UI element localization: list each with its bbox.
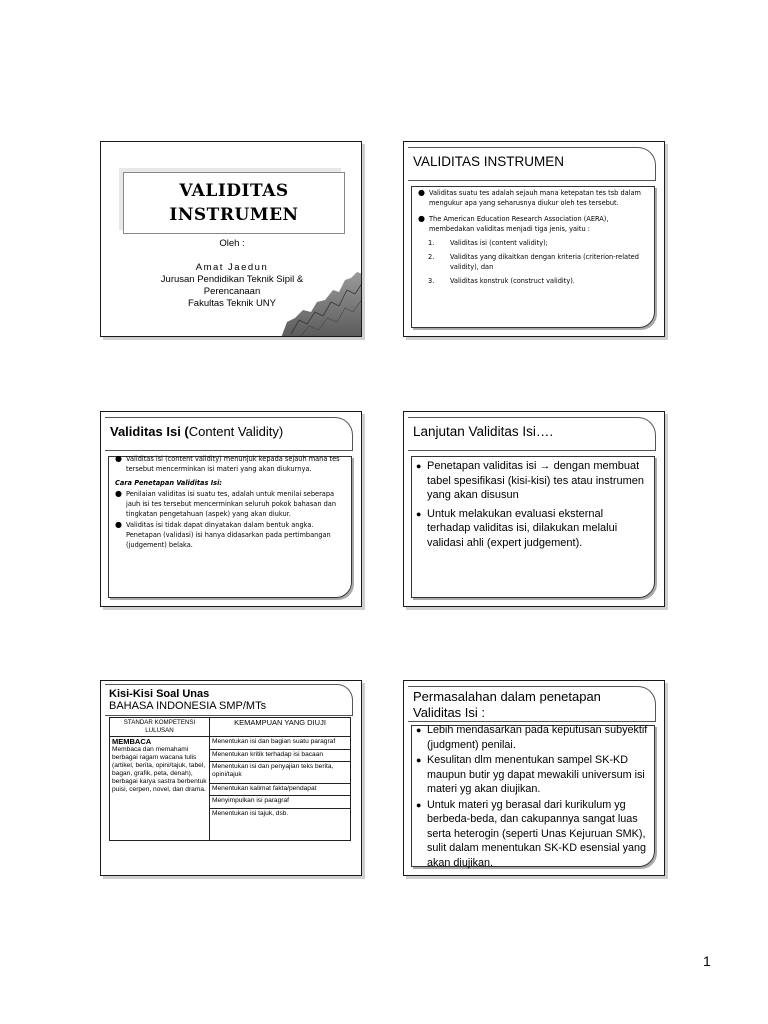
- slide-title-line-1: Permasalahan dalam penetapan: [413, 689, 601, 704]
- rock-illustration-icon: [281, 272, 362, 337]
- dept-line-2: Perencanaan: [203, 286, 261, 297]
- bullet-evaluasi: ● Untuk melakukan evaluasi eksternal terhadap validitas isi, dilakukan melalui validasi ahli (expert judgement).: [416, 507, 648, 551]
- table-header-row: [110, 718, 351, 737]
- title-normal: Content Validity): [188, 424, 284, 439]
- title-bold: Validitas Isi (: [110, 424, 189, 439]
- slide-title: [110, 424, 352, 439]
- ability-cell: Menentukan kalimat fakta/pendapat: [210, 783, 351, 796]
- list-number: 2.: [428, 253, 435, 261]
- slide-header: [105, 684, 353, 716]
- slide-header: [408, 417, 656, 451]
- ability-cell: Menentukan kritik terhadap isi bacaan: [210, 749, 351, 762]
- col-header-skl: STANDAR KOMPETENSI LULUSAN: [110, 718, 210, 737]
- list-number: 3.: [428, 277, 435, 285]
- bullet-penetapan: ● Penetapan validitas isi → dengan membuat tabel spesifikasi (kisi-kisi) tes atau instrumen yang akan disusun: [416, 459, 648, 503]
- list-item: [428, 252, 650, 272]
- slide-title: Lanjutan Validitas Isi….: [413, 424, 554, 439]
- list-number: 1.: [428, 239, 435, 247]
- slide-header: [408, 686, 656, 722]
- list-item: [428, 276, 650, 286]
- slide-permasalahan: [403, 680, 665, 876]
- bullet-aera: ● The American Education Research Association (AERA), membedakan validitas menjadi tiga jenis, yaitu :: [418, 214, 650, 234]
- bullet-angka: ● Validitas isi tidak dapat dinyatakan dalam bentuk angka. Penetapan (validasi) isi hanya didasarkan pada pertimbangan (judgement) belaka.: [115, 520, 347, 550]
- ability-cell: Menentukan isi dan penyajian teks berita, opini/tajuk: [210, 762, 351, 784]
- ability-cell: Menentukan isi tajuk, dsb.: [210, 809, 351, 841]
- slide-title: VALIDITAS INSTRUMEN: [413, 154, 565, 169]
- bullet-sampel: ● Kesulitan dlm menentukan sampel SK-KD maupun butir yg dapat mewakili universum isi materi yg akan diujikan.: [416, 753, 648, 797]
- slide-body: [418, 188, 650, 286]
- slide-validitas-instrumen: [403, 141, 665, 337]
- subheading: Cara Penetapan Validitas Isi:: [115, 479, 222, 487]
- author-name: Amat Jaedun: [195, 262, 269, 273]
- kisi-table: [109, 717, 351, 841]
- slide-kisi-kisi: [100, 680, 362, 876]
- list-item: [428, 238, 650, 248]
- slide-body: [416, 723, 648, 874]
- slide-header: [408, 147, 656, 181]
- bullet-definition: ● Validitas suatu tes adalah sejauh mana ketepatan tes tsb dalam mengukur apa yang seharusnya diukur oleh tes tersebut.: [418, 188, 650, 208]
- slide-title: Kisi-Kisi Soal Unas: [109, 688, 210, 700]
- ability-cell: Menyimpulkan isi paragraf: [210, 796, 351, 809]
- bullet-kurikulum: ● Untuk materi yg berasal dari kurikulum yg berbeda-beda, dan cakupannya sangat luas serta heterogin (seperti Unas Kejuruan SMK), sulit dalam menentukan SK-KD esensial yang akan diujikan.: [416, 798, 648, 871]
- slide-validitas-isi: [100, 411, 362, 607]
- col-header-kemampuan: KEMAMPUAN YANG DIUJI: [210, 718, 351, 737]
- slide-title: [100, 141, 362, 337]
- slide-header: [105, 417, 353, 451]
- slide-body: [115, 454, 347, 554]
- list-text: Validitas yang dikaitkan dengan kriteria (criterion-related validity), dan: [450, 253, 639, 271]
- oleh-label: Oleh :: [219, 238, 245, 249]
- title-line-2: INSTRUMEN: [169, 205, 299, 225]
- slide-subtitle: BAHASA INDONESIA SMP/MTs: [109, 700, 267, 712]
- bullet-subyektif: ● Lebih mendasarkan pada keputusan subyektif (judgment) penilai.: [416, 723, 648, 752]
- membaca-title: MEMBACA: [112, 737, 152, 746]
- membaca-desc: Membaca dan memahami berbagai ragam wacana tulis (artikel, berita, opini/tajuk, tabel, bagan, grafik, peta, denah), berbagai karya sastra berbentuk puisi, cerpen, novel, dan drama.: [112, 746, 207, 793]
- faculty: Fakultas Teknik UNY: [188, 298, 276, 309]
- list-text: Validitas konstruk (construct validity).: [450, 277, 575, 285]
- dept-line-1: Jurusan Pendidikan Teknik Sipil &: [160, 274, 304, 285]
- title-line-1: VALIDITAS: [179, 181, 289, 201]
- slide-body: [416, 459, 648, 554]
- skl-cell: [110, 737, 210, 841]
- slide-lanjutan: [403, 411, 665, 607]
- page-number: 1: [703, 953, 711, 969]
- bullet-definition: ● Validitas isi (content validity) menunjuk kepada sejauh mana tes tersebut mencerminkan isi materi yang akan diukurnya.: [115, 454, 347, 474]
- list-text: Validitas isi (content validity);: [450, 239, 548, 247]
- title-box: [123, 172, 345, 234]
- bullet-penilaian: ● Penilaian validitas isi suatu tes, adalah untuk menilai seberapa jauh isi tes tersebut mencerminkan seluruh pokok bahasan dan tingkatan pengetahuan (aspek) yang akan diukur.: [115, 489, 347, 519]
- slide-title-line-2: Validitas Isi :: [413, 705, 486, 720]
- ability-cell: Menentukan isi dan bagian suatu paragraf: [210, 737, 351, 750]
- table-row: [110, 737, 351, 750]
